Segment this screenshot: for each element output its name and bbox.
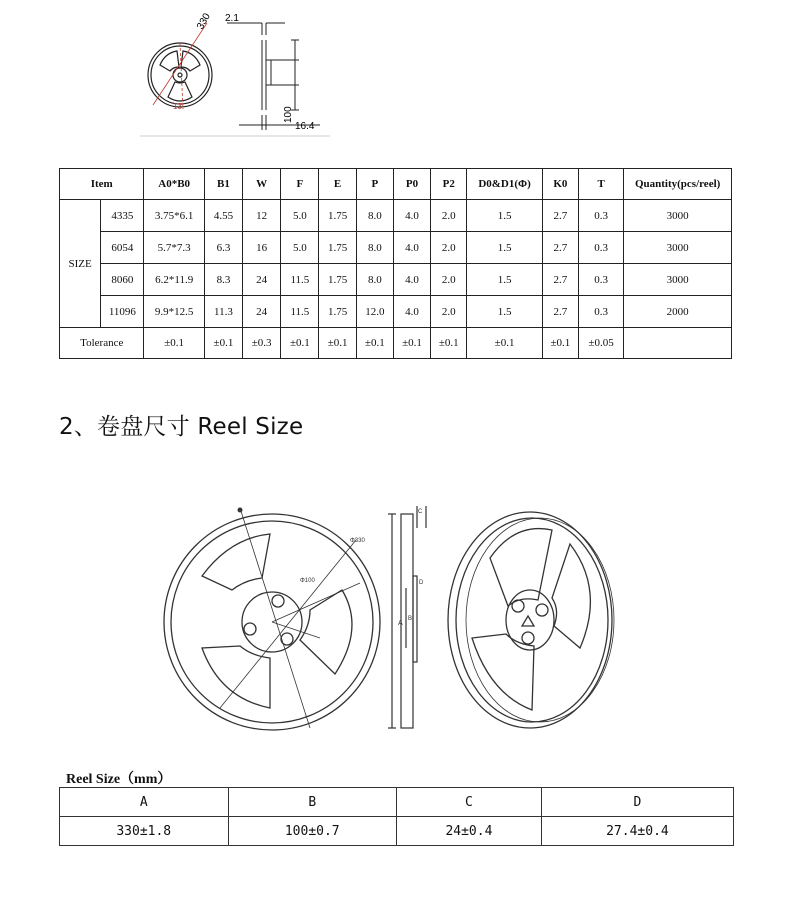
size-cell: 6054 [101, 232, 144, 264]
table-cell: 2.7 [542, 296, 578, 328]
table-row [60, 264, 732, 296]
reel-side-view [140, 23, 330, 136]
header-cell: P0 [393, 169, 430, 200]
size-group-label: SIZE [60, 200, 101, 328]
reel-header-cell: D [541, 788, 733, 817]
table-cell: 24 [243, 264, 281, 296]
reel-label-b: B [408, 616, 413, 622]
header-cell: Item [60, 169, 144, 200]
tolerance-cell: ±0.1 [356, 328, 393, 359]
table-cell: 2.0 [431, 200, 467, 232]
table-cell: 2.0 [431, 232, 467, 264]
tape-reel-diagram [135, 5, 335, 140]
tolerance-cell: ±0.1 [431, 328, 467, 359]
table-cell: 5.7*7.3 [144, 232, 204, 264]
reel-value-cell: 100±0.7 [228, 817, 397, 846]
svg-text:13: 13 [173, 102, 182, 111]
tolerance-cell: ±0.1 [542, 328, 578, 359]
table-cell: 4.0 [393, 200, 430, 232]
header-cell: A0*B0 [144, 169, 204, 200]
table-row [60, 200, 732, 232]
dim-100-label: 100 [283, 106, 294, 123]
table-cell: 0.3 [578, 296, 623, 328]
tolerance-cell: ±0.1 [467, 328, 542, 359]
table-cell: 1.75 [319, 232, 356, 264]
table-cell: 3000 [624, 264, 732, 296]
table-cell: 4.0 [393, 296, 430, 328]
table-cell: 0.3 [578, 264, 623, 296]
tape-spec-table [59, 168, 732, 359]
table-cell: 3000 [624, 200, 732, 232]
reel-size-caption: Reel Size（mm） [66, 772, 172, 787]
table-cell: 8.0 [356, 232, 393, 264]
table-cell: 6.3 [204, 232, 242, 264]
table-cell: 24 [243, 296, 281, 328]
header-cell: E [319, 169, 356, 200]
table-cell: 3000 [624, 232, 732, 264]
dim-16-4-label: 16.4 [295, 121, 315, 132]
table-cell: 11.5 [281, 264, 319, 296]
tolerance-cell: ±0.1 [319, 328, 356, 359]
table-cell: 2.0 [431, 296, 467, 328]
header-cell: P [356, 169, 393, 200]
header-cell: D0&D1(Φ) [467, 169, 542, 200]
table-cell: 2.0 [431, 264, 467, 296]
table-cell: 5.0 [281, 200, 319, 232]
reel-header-row [60, 788, 734, 817]
reel-diagram [160, 498, 640, 738]
table-cell: 5.0 [281, 232, 319, 264]
reel-size-table [59, 787, 734, 846]
svg-text:Φ100: Φ100 [300, 578, 315, 584]
table-cell: 0.3 [578, 232, 623, 264]
table-cell: 1.5 [467, 200, 542, 232]
reel-value-cell: 27.4±0.4 [541, 817, 733, 846]
header-cell: Quantity(pcs/reel) [624, 169, 732, 200]
table-cell: 11.3 [204, 296, 242, 328]
table-cell: 2000 [624, 296, 732, 328]
table-cell: 1.5 [467, 232, 542, 264]
tolerance-cell: ±0.1 [281, 328, 319, 359]
table-cell: 8.3 [204, 264, 242, 296]
svg-text:Φ330: Φ330 [350, 538, 365, 544]
table-cell: 4.0 [393, 264, 430, 296]
reel-label-a: A [398, 620, 403, 627]
table-cell: 8.0 [356, 264, 393, 296]
header-cell: K0 [542, 169, 578, 200]
dim-2-1-label: 2.1 [225, 13, 239, 24]
tolerance-cell: ±0.1 [204, 328, 242, 359]
header-cell: P2 [431, 169, 467, 200]
header-cell: T [578, 169, 623, 200]
tolerance-cell: ±0.05 [578, 328, 623, 359]
table-cell: 12.0 [356, 296, 393, 328]
reel-label-c: C [418, 509, 423, 515]
table-cell: 11.5 [281, 296, 319, 328]
table-row [60, 232, 732, 264]
reel-value-cell: 330±1.8 [60, 817, 229, 846]
table-cell: 1.75 [319, 200, 356, 232]
table-cell: 6.2*11.9 [144, 264, 204, 296]
reel-perspective [448, 512, 614, 728]
table-cell: 1.5 [467, 264, 542, 296]
tolerance-cell: ±0.1 [144, 328, 204, 359]
table-header-row [60, 169, 732, 200]
table-cell: 4.55 [204, 200, 242, 232]
size-cell: 11096 [101, 296, 144, 328]
reel-header-cell: C [397, 788, 542, 817]
table-cell: 1.75 [319, 264, 356, 296]
header-cell: W [243, 169, 281, 200]
tolerance-cell: ±0.1 [393, 328, 430, 359]
reel-label-d: D [419, 580, 424, 586]
tolerance-cell [624, 328, 732, 359]
table-cell: 2.7 [542, 264, 578, 296]
table-cell: 16 [243, 232, 281, 264]
tolerance-row [60, 328, 732, 359]
tolerance-label: Tolerance [60, 328, 144, 359]
tolerance-cell: ±0.3 [243, 328, 281, 359]
table-cell: 1.75 [319, 296, 356, 328]
size-cell: 4335 [101, 200, 144, 232]
reel-header-cell: B [228, 788, 397, 817]
table-cell: 4.0 [393, 232, 430, 264]
reel-value-cell: 24±0.4 [397, 817, 542, 846]
table-cell: 2.7 [542, 200, 578, 232]
table-cell: 2.7 [542, 232, 578, 264]
header-cell: F [281, 169, 319, 200]
section-heading: 2、卷盘尺寸 Reel Size [59, 414, 304, 440]
table-cell: 8.0 [356, 200, 393, 232]
table-cell: 12 [243, 200, 281, 232]
reel-value-row [60, 817, 734, 846]
size-cell: 8060 [101, 264, 144, 296]
table-row [60, 296, 732, 328]
table-cell: 9.9*12.5 [144, 296, 204, 328]
table-cell: 0.3 [578, 200, 623, 232]
reel-side-view-large [388, 506, 426, 728]
table-cell: 1.5 [467, 296, 542, 328]
table-cell: 3.75*6.1 [144, 200, 204, 232]
header-cell: B1 [204, 169, 242, 200]
dim-330-label: 330 [195, 11, 213, 32]
reel-header-cell: A [60, 788, 229, 817]
